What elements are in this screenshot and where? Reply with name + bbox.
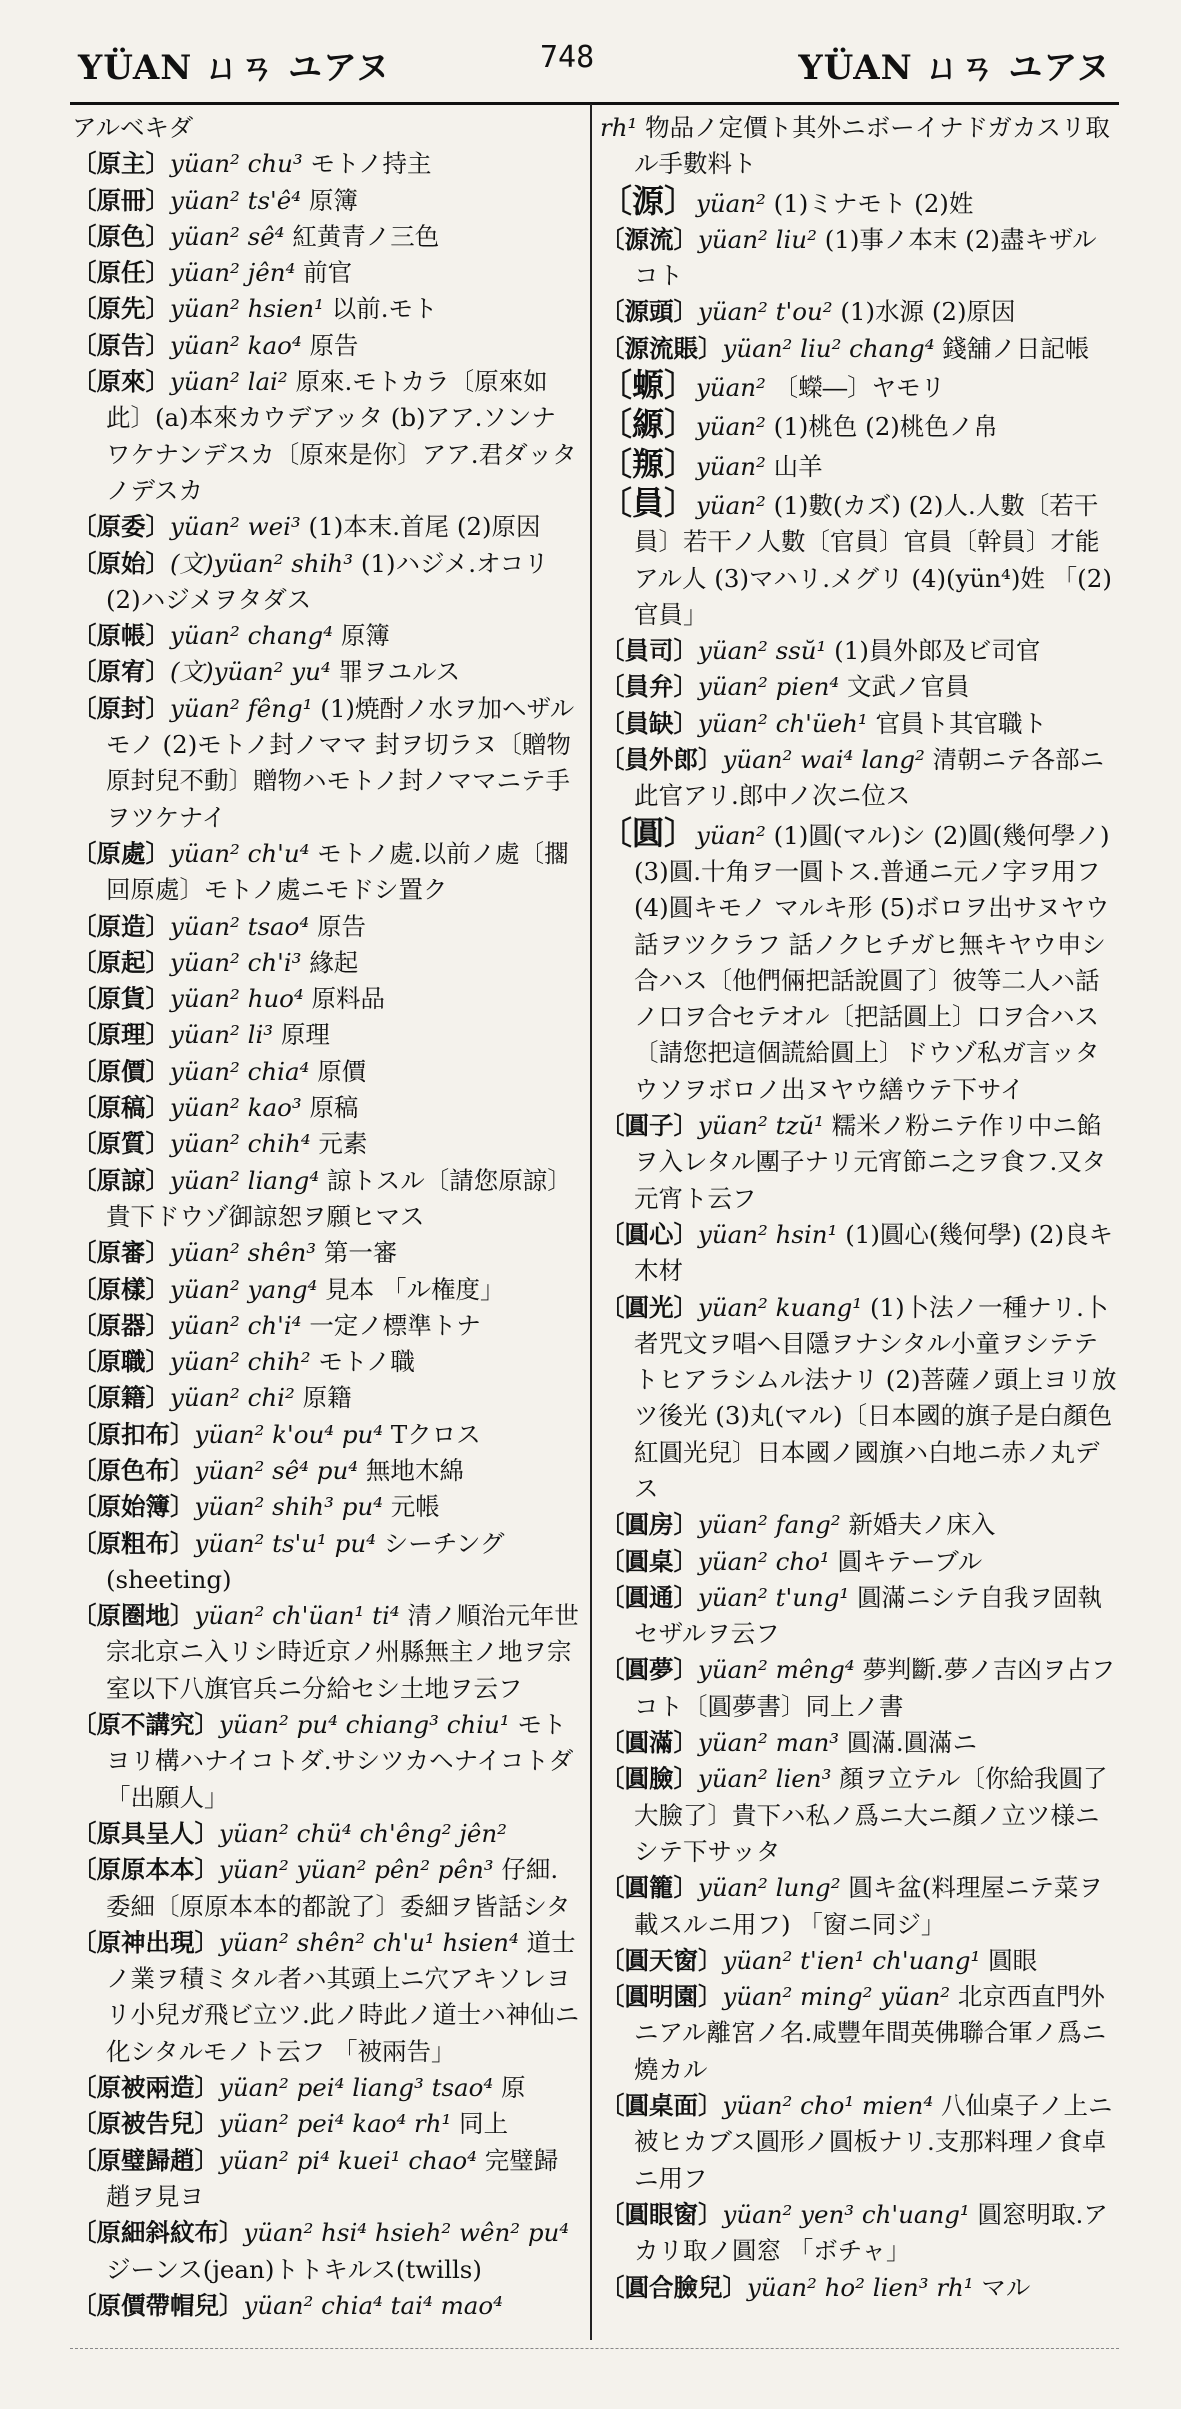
entry-definition: 同上 <box>459 2109 509 2139</box>
dictionary-entry <box>72 2143 580 2216</box>
dictionary-entry <box>72 1380 580 1416</box>
dictionary-entry <box>72 1017 580 1053</box>
dictionary-entry <box>72 1852 580 1925</box>
entry-headword: 〔原器〕 <box>72 1310 170 1340</box>
entry-romanization: yüan² sê⁴ pu⁴ <box>194 1455 359 1485</box>
entry-definition: 原料品 <box>311 984 386 1014</box>
entry-headword: 〔原起〕 <box>72 947 170 977</box>
entry-headword: 〔圓房〕 <box>600 1510 698 1540</box>
entry-definition: 完璧歸趙ヲ見ヨ <box>106 2145 559 2211</box>
dictionary-entry <box>600 1290 1120 1508</box>
entry-romanization: yüan² t'ien¹ ch'uang¹ <box>722 1945 981 1975</box>
entry-romanization: yüan² t'ou² <box>698 297 833 327</box>
dictionary-entry <box>600 1761 1120 1870</box>
dictionary-entry <box>600 669 1120 705</box>
entry-headword: 〔原色〕 <box>72 221 170 251</box>
entry-romanization: yüan² <box>696 490 766 520</box>
entry-headword: 〔原冊〕 <box>72 185 170 215</box>
entry-romanization: yüan² kao⁴ <box>170 330 302 360</box>
entry-headword: 〔原被兩造〕 <box>72 2073 219 2103</box>
entry-headword: 〔圓夢〕 <box>600 1655 698 1685</box>
entry-romanization: yüan² ming² yüan² <box>722 1982 951 2012</box>
entry-headword: 〔原璧歸趙〕 <box>72 2145 219 2175</box>
entry-definition: シーチング (sheeting) <box>106 1528 505 1594</box>
entry-headword: 〔原具呈人〕 <box>72 1818 219 1848</box>
entry-romanization: yüan² <box>696 373 766 403</box>
entry-definition: (1)桃色 (2)桃色ノ帛 <box>773 412 998 442</box>
dictionary-entry <box>600 1652 1120 1725</box>
dictionary-entry <box>72 1489 580 1525</box>
entry-definition: 圓キテーブル <box>837 1546 983 1576</box>
entry-definition: 錢舖ノ日記帳 <box>942 333 1090 363</box>
entry-definition: 圓滿.圓滿ニ <box>846 1728 978 1758</box>
entry-definition: 物品ノ定價ト其外ニボーイナドガカスリ取ル手數料ト <box>634 113 1110 179</box>
entry-romanization: yüan² t'ung¹ <box>698 1582 850 1612</box>
entry-definition: 〔蠑―〕ヤモリ <box>773 373 946 403</box>
entry-definition: (1)ハジメ.オコリ (2)ハジメヲタダス <box>106 548 549 614</box>
entry-romanization: yüan² hsin¹ <box>698 1219 838 1249</box>
entry-headword: 〔源〕 <box>600 181 697 220</box>
right-column <box>600 110 1120 2306</box>
entry-romanization: yüan² kuang¹ <box>698 1292 863 1322</box>
header-rule <box>70 102 1119 105</box>
entry-headword: 〔圓桌面〕 <box>600 2091 723 2121</box>
entry-headword: 〔圓臉〕 <box>600 1764 698 1794</box>
entry-headword: 〔圓合臉兒〕 <box>600 2272 747 2302</box>
entry-romanization: yüan² chang⁴ <box>170 621 334 651</box>
dictionary-entry <box>72 328 580 364</box>
entry-romanization: yüan² pien⁴ <box>698 672 840 702</box>
entry-romanization: yüan² shih³ pu⁴ <box>194 1492 383 1522</box>
entry-romanization: yüan² liang⁴ <box>170 1165 320 1195</box>
entry-definition: 見本 「ル権度」 <box>325 1274 505 1304</box>
entry-definition: 緣起 <box>309 947 359 977</box>
entry-headword: 〔原貨〕 <box>72 984 170 1014</box>
entry-romanization: yüan² cho¹ mien⁴ <box>722 2091 934 2121</box>
entry-headword: 〔圓子〕 <box>600 1111 698 1141</box>
dictionary-entry <box>72 110 580 146</box>
dictionary-entry <box>600 367 1120 406</box>
entry-headword: 〔源頭〕 <box>600 297 698 327</box>
entry-headword: 〔圓籠〕 <box>600 1873 698 1903</box>
dictionary-entry <box>72 1054 580 1090</box>
entry-romanization: yüan² shên³ <box>170 1238 317 1268</box>
dictionary-entry <box>72 945 580 981</box>
entry-definition: (1)本末.首尾 (2)原因 <box>308 512 541 542</box>
dictionary-entry <box>72 618 580 654</box>
entry-headword: 〔圓桌〕 <box>600 1546 698 1576</box>
entry-romanization: yüan² jên⁴ <box>170 258 296 288</box>
entry-definition: 山羊 <box>773 451 823 481</box>
entry-romanization: rh¹ <box>600 113 638 142</box>
entry-headword: 〔原審〕 <box>72 1238 170 1268</box>
entry-definition: 道士ノ業ヲ積ミタル者ハ其頭上ニ穴アキソレヨリ小兒ガ飛ビ立ツ.此ノ時此ノ道士ハ神仙ニ化シタルモノト云フ 「被兩告」 <box>106 1927 580 2066</box>
dictionary-entry <box>72 1816 580 1852</box>
entry-definition: (1)員外郎及ビ司官 <box>834 636 1041 666</box>
entry-romanization: yüan² huo⁴ <box>170 984 304 1014</box>
entry-definition: (1)圓(マル)シ (2)圓(幾何學ノ) (3)圓.十角ヲ一圓トス.普通ニ元ノ字ヲ用フ (4)圓キモノ マルキ形 (5)ボロヲ出サヌヤウ話ヲツクラフ 話ノクヒチガヒ無キヤウ申シ合ハス〔他們倆把話說圓了〕彼等二人ハ話ノ口ヲ合セテオル〔把話圓上〕口ヲ合ハス〔請您把這個謊給圓上〕ドウゾ私ガ言ッタウソヲボロノ出ヌヤウ繕ウテ下サイ <box>634 820 1110 1104</box>
entry-romanization: yüan² chu³ <box>170 149 303 179</box>
entry-headword: 〔原職〕 <box>72 1347 170 1377</box>
dictionary-entry <box>72 1126 580 1162</box>
entry-romanization: yüan² chih² <box>170 1347 311 1377</box>
entry-romanization: yüan² pu⁴ chiang³ chiu¹ <box>219 1710 510 1740</box>
entry-romanization: yüan² k'ou⁴ pu⁴ <box>194 1419 384 1449</box>
entry-definition: マル <box>981 2272 1031 2302</box>
entry-definition: 以前.モト <box>331 294 438 324</box>
entry-romanization: yüan² liu² chang⁴ <box>722 333 935 363</box>
entry-definition: 清ノ順治元年世宗北京ニ入リシ時近京ノ州縣無主ノ地ヲ宗室以下八旗官兵ニ分給セシ土地ヲ云フ <box>106 1601 579 1703</box>
dictionary-entry <box>72 1417 580 1453</box>
entry-definition: 第一審 <box>323 1238 398 1268</box>
entry-romanization: yüan² tsao⁴ <box>170 911 310 941</box>
entry-definition: 原 <box>501 2073 526 2103</box>
entry-headword: 〔原樣〕 <box>72 1274 170 1304</box>
entry-romanization: yüan² chia⁴ <box>170 1056 310 1086</box>
entry-headword: 〔原告〕 <box>72 330 170 360</box>
entry-definition: 原簿 <box>308 185 358 215</box>
entry-definition: Tクロス <box>390 1419 481 1449</box>
entry-headword: 〔圓通〕 <box>600 1582 698 1612</box>
dictionary-entry <box>72 691 580 836</box>
dictionary-entry <box>72 1235 580 1271</box>
entry-romanization: yüan² chi² <box>170 1383 295 1413</box>
entry-romanization: yüan² chia⁴ tai⁴ mao⁴ <box>243 2290 503 2320</box>
entry-headword: 〔原神出現〕 <box>72 1927 219 1957</box>
footer-rule <box>70 2348 1119 2349</box>
dictionary-entry <box>600 1870 1120 1943</box>
dictionary-entry <box>72 219 580 255</box>
dictionary-entry <box>600 331 1120 367</box>
entry-headword: 〔原主〕 <box>72 149 170 179</box>
entry-definition: ジーンス(jean)トトキルス(twills) <box>106 2254 482 2284</box>
entry-romanization: yüan² <box>696 188 766 218</box>
dictionary-entry <box>600 1108 1120 1217</box>
entry-romanization: yüan² liu² <box>698 224 817 254</box>
dictionary-entry <box>72 2106 580 2142</box>
entry-romanization: yüan² hsi⁴ hsieh² wên² pu⁴ <box>243 2218 570 2248</box>
entry-headword: 〔圓〕 <box>600 813 697 852</box>
entry-headword: 〔員外郎〕 <box>600 745 723 775</box>
dictionary-entry <box>600 222 1120 295</box>
entry-definition: 官員ト其官職ト <box>875 708 1048 738</box>
dictionary-entry <box>600 1544 1120 1580</box>
entry-definition: 八仙桌子ノ上ニ被ヒカブス圓形ノ圓板ナリ.支那料理ノ食卓ニ用フ <box>634 2091 1113 2193</box>
entry-romanization: yüan² shên² ch'u¹ hsien⁴ <box>219 1927 519 1957</box>
entry-romanization: yüan² ts'u¹ pu⁴ <box>194 1528 376 1558</box>
dictionary-entry <box>72 364 580 509</box>
dictionary-entry <box>72 909 580 945</box>
dictionary-entry <box>600 446 1120 485</box>
entry-romanization: yüan² man³ <box>698 1728 840 1758</box>
entry-romanization: yüan² ssŭ¹ <box>698 636 827 666</box>
entry-definition: (1)事ノ本末 (2)盡キザルコト <box>634 224 1097 291</box>
entry-headword: 〔原被告兒〕 <box>72 2109 219 2139</box>
entry-romanization: yüan² cho¹ <box>698 1546 830 1576</box>
dictionary-entry <box>72 2070 580 2106</box>
entry-headword: 〔原封〕 <box>72 693 170 723</box>
entry-romanization: yüan² yang⁴ <box>170 1274 318 1304</box>
entry-definition: 原籍 <box>302 1383 352 1413</box>
entry-headword: 〔圓眼窗〕 <box>600 2199 723 2229</box>
dictionary-entry <box>600 183 1120 222</box>
dictionary-entry <box>600 485 1120 633</box>
entry-romanization: yüan² ho² lien³ rh¹ <box>747 2272 974 2302</box>
entry-headword: 〔原價〕 <box>72 1056 170 1086</box>
entry-romanization: yüan² yen³ ch'uang¹ <box>722 2199 970 2229</box>
entry-headword: 〔圓滿〕 <box>600 1728 698 1758</box>
dictionary-entry <box>600 110 1120 183</box>
dictionary-entry <box>72 1526 580 1599</box>
dictionary-entry <box>600 2088 1120 2197</box>
entry-definition: 罪ヲユルス <box>338 657 461 687</box>
dictionary-entry <box>600 706 1120 742</box>
entry-romanization: yüan² lung² <box>698 1873 841 1903</box>
entry-headword: 〔原始〕 <box>72 548 170 578</box>
entry-headword: 〔員弁〕 <box>600 672 698 702</box>
entry-definition: (1)ミナモト (2)姓 <box>773 188 974 218</box>
entry-headword: 〔原價帶帽兒〕 <box>72 2290 244 2320</box>
entry-definition: 紅黄青ノ三色 <box>292 221 440 251</box>
entry-headword: 〔原造〕 <box>72 911 170 941</box>
dictionary-entry <box>72 1925 580 2070</box>
dictionary-entry <box>600 2270 1120 2306</box>
dictionary-entry <box>72 291 580 327</box>
entry-romanization: yüan² pi⁴ kuei¹ chao⁴ <box>219 2145 477 2175</box>
entry-definition: (1)水源 (2)原因 <box>840 297 1016 327</box>
column-divider <box>590 104 592 2340</box>
entry-definition: (1)數(カズ) (2)人.人數〔若干員〕若干ノ人數〔官員〕官員〔幹員〕才能アル人 (3)マハリ.メグリ (4)(yün⁴)姓 「(2)官員」 <box>634 490 1112 629</box>
entry-definition: モトノ處.以前ノ處〔擱回原處〕モトノ處ニモドシ置ク <box>106 838 569 905</box>
entry-headword: 〔原處〕 <box>72 838 170 868</box>
entry-romanization: yüan² ch'i³ <box>170 947 302 977</box>
entry-romanization: yüan² fêng¹ <box>170 693 313 723</box>
dictionary-entry <box>72 1453 580 1489</box>
entry-headword: 〔圓明園〕 <box>600 1982 723 2012</box>
entry-headword: 〔原細斜紋布〕 <box>72 2218 244 2248</box>
entry-romanization: yüan² li³ <box>170 1020 274 1050</box>
entry-definition: 顏ヲ立テル〔你給我圓了大臉了〕貴下ハ私ノ爲ニ大ニ顏ノ立ツ様ニシテ下サッタ <box>634 1764 1108 1866</box>
dictionary-entry <box>600 1979 1120 2088</box>
dictionary-entry <box>72 836 580 909</box>
entry-definition: 原簿 <box>340 621 390 651</box>
entry-headword: 〔原質〕 <box>72 1129 170 1159</box>
entry-romanization: yüan² pei⁴ kao⁴ rh¹ <box>219 2109 452 2139</box>
left-column <box>72 110 580 2324</box>
entry-romanization: (文)yüan² yu⁴ <box>170 657 331 687</box>
page-number: 748 <box>540 40 595 75</box>
entry-headword: 〔原色布〕 <box>72 1455 195 1485</box>
dictionary-entry <box>72 1163 580 1236</box>
entry-definition: 圓キ盆(料理屋ニテ菜ヲ載スルニ用フ) 「窗ニ同ジ」 <box>634 1873 1103 1939</box>
entry-headword: 〔原籍〕 <box>72 1383 170 1413</box>
entry-headword: 〔原宥〕 <box>72 657 170 687</box>
entry-headword: 〔原粗布〕 <box>72 1528 195 1558</box>
dictionary-entry <box>600 2197 1120 2270</box>
dictionary-entry <box>72 1707 580 1816</box>
entry-headword: 〔原先〕 <box>72 294 170 324</box>
entry-romanization: yüan² mêng⁴ <box>698 1655 855 1685</box>
entry-headword: 〔原不講究〕 <box>72 1710 219 1740</box>
entry-definition: 一定ノ標準トナ <box>309 1310 481 1340</box>
entry-romanization: yüan² ch'i⁴ <box>170 1310 302 1340</box>
entry-definition: モトノ持主 <box>310 149 432 179</box>
entry-romanization: yüan² fang² <box>698 1510 841 1540</box>
entry-headword: 〔員缺〕 <box>600 708 698 738</box>
entry-romanization: yüan² pei⁴ liang³ tsao⁴ <box>219 2073 494 2103</box>
entry-headword: 〔員司〕 <box>600 636 698 666</box>
entry-definition: 元素 <box>318 1129 368 1159</box>
dictionary-entry <box>600 1580 1120 1653</box>
dictionary-entry <box>72 255 580 291</box>
entry-romanization: yüan² wai⁴ lang² <box>722 745 925 775</box>
entry-romanization: yüan² ch'üeh¹ <box>698 708 868 738</box>
dictionary-entry <box>72 1090 580 1126</box>
entry-headword: 〔圓光〕 <box>600 1292 698 1322</box>
entry-headword: 〔源流〕 <box>600 224 698 254</box>
entry-headword: 〔原稿〕 <box>72 1093 170 1123</box>
page-header <box>60 34 1121 94</box>
entry-definition: 清朝ニテ各部ニ此官アリ.郎中ノ次ニ位ス <box>634 745 1105 811</box>
entry-romanization: yüan² ch'u⁴ <box>170 838 310 868</box>
entry-headword: 〔原帳〕 <box>72 621 170 651</box>
entry-definition: 諒トスル〔請您原諒〕貴下ドウゾ御諒恕ヲ願ヒマス <box>106 1165 572 1231</box>
entry-romanization: yüan² lai² <box>170 367 288 397</box>
entry-definition: 原稿 <box>309 1093 359 1123</box>
entry-definition: 圓窓明取.アカリ取ノ圓窓 「ボチャ」 <box>634 2199 1108 2266</box>
entry-definition: モトノ職 <box>318 1347 415 1377</box>
entry-romanization: yüan² wei³ <box>170 512 301 542</box>
header-left-guideword: YÜAN ㄩㄢ ユアヌ <box>78 48 391 88</box>
entry-headword: 〔源流賬〕 <box>600 333 723 363</box>
entry-romanization: yüan² <box>696 820 766 850</box>
entry-headword: 〔圓心〕 <box>600 1219 698 1249</box>
entry-headword: 〔螈〕 <box>600 366 697 405</box>
entry-headword: 〔員〕 <box>600 483 697 522</box>
dictionary-entry <box>72 546 580 619</box>
entry-headword: 〔原始簿〕 <box>72 1492 195 1522</box>
entry-romanization: yüan² yüan² pên² pên³ <box>219 1855 494 1885</box>
dictionary-entry <box>72 1598 580 1707</box>
entry-definition: 原理 <box>280 1020 330 1050</box>
dictionary-entry <box>72 2288 580 2324</box>
entry-definition: 元帳 <box>390 1492 440 1522</box>
entry-definition: 北京西直門外ニアル離宮ノ名.咸豐年間英佛聯合軍ノ爲ニ燒カル <box>634 1982 1107 2084</box>
entry-definition: 原價 <box>317 1056 367 1086</box>
entry-headword: 〔羱〕 <box>600 444 697 483</box>
entry-definition: (1)卜法ノ一種ナリ.卜者咒文ヲ唱ヘ目隱ヲナシタル小童ヲシテテトヒアラシムル法ナリ (2)菩薩ノ頭上ヨリ放ツ後光 (3)丸(マル)〔日本國的旗子是白顏色紅圓光兒〕日本國ノ國旗ハ白地ニ赤ノ丸デス <box>634 1292 1117 1503</box>
entry-definition: 仔細.委細〔原原本本的都說了〕委細ヲ皆話シタ <box>106 1855 571 1921</box>
dictionary-entry <box>72 981 580 1017</box>
entry-romanization: yüan² ts'ê⁴ <box>170 185 302 215</box>
dictionary-entry <box>600 294 1120 330</box>
dictionary-entry <box>600 1943 1120 1979</box>
entry-headword: 〔原圏地〕 <box>72 1601 195 1631</box>
dictionary-entry <box>600 1725 1120 1761</box>
dictionary-entry <box>600 815 1120 1108</box>
entry-headword: 〔原來〕 <box>72 367 170 397</box>
dictionary-entry <box>72 1272 580 1308</box>
entry-romanization: yüan² hsien¹ <box>170 294 324 324</box>
dictionary-entry <box>72 2215 580 2288</box>
dictionary-entry <box>72 146 580 182</box>
entry-definition: 糯米ノ粉ニテ作リ中ニ餡ヲ入レタル團子ナリ元宵節ニ之ヲ食フ.又タ元宵ト云フ <box>634 1111 1107 1213</box>
dictionary-entry <box>72 1308 580 1344</box>
entry-headword: 〔縓〕 <box>600 405 697 444</box>
dictionary-entry <box>600 633 1120 669</box>
entry-definition: (1)焼酎ノ水ヲ加ヘザルモノ (2)モトノ封ノママ 封ヲ切ラヌ〔贈物原封兒不動〕贈物ハモトノ封ノママニテ手ヲツケナイ <box>106 693 575 832</box>
entry-romanization: yüan² <box>696 451 766 481</box>
entry-romanization: (文)yüan² shih³ <box>170 548 354 578</box>
entry-definition: 原告 <box>317 911 367 941</box>
entry-headword: 〔圓天窗〕 <box>600 1945 723 1975</box>
entry-headword: 〔原任〕 <box>72 258 170 288</box>
dictionary-entry <box>72 1344 580 1380</box>
dictionary-entry <box>600 742 1120 815</box>
entry-definition: (1)圓心(幾何學) (2)良キ木材 <box>634 1219 1114 1286</box>
entry-definition: 圓滿ニシテ自我ヲ固執セザルヲ云フ <box>634 1582 1103 1649</box>
entry-romanization: yüan² lien³ <box>698 1764 832 1794</box>
entry-definition: 無地木綿 <box>365 1455 464 1485</box>
entry-definition: 文武ノ官員 <box>847 672 970 702</box>
entry-romanization: yüan² tzŭ¹ <box>698 1111 824 1141</box>
header-right-guideword: YÜAN ㄩㄢ ユアヌ <box>798 48 1111 88</box>
entry-headword: 〔原理〕 <box>72 1020 170 1050</box>
entry-romanization: yüan² chü⁴ ch'êng² jên² <box>219 1818 508 1848</box>
entry-romanization: yüan² kao³ <box>170 1093 302 1123</box>
dictionary-entry <box>72 509 580 545</box>
dictionary-entry <box>72 183 580 219</box>
entry-romanization: yüan² sê⁴ <box>170 221 285 251</box>
entry-headword: 〔原扣布〕 <box>72 1419 195 1449</box>
entry-definition: 原告 <box>309 330 359 360</box>
dictionary-entry <box>600 1217 1120 1290</box>
entry-headword: 〔原諒〕 <box>72 1165 170 1195</box>
entry-definition: 新婚夫ノ床入 <box>848 1510 996 1540</box>
entry-definition: 前官 <box>303 258 353 288</box>
entry-definition: 原來.モトカラ〔原來如此〕(a)本來カウデアッタ (b)アア.ソンナワケナンデスカ〔原來是你〕アア.君ダッタノデスカ <box>106 367 577 505</box>
entry-headword: 〔原委〕 <box>72 512 170 542</box>
entry-headword: 〔原原本本〕 <box>72 1855 219 1885</box>
entry-romanization: yüan² <box>696 412 766 442</box>
entry-definition: モトヨリ構ハナイコトダ.サシツカヘナイコトダ 「出願人」 <box>106 1710 574 1812</box>
entry-romanization: yüan² chih⁴ <box>170 1129 311 1159</box>
entry-definition: 夢判斷.夢ノ吉凶ヲ占フコト〔圓夢書〕同上ノ書 <box>634 1655 1116 1721</box>
entry-definition: アルベキダ <box>72 113 194 142</box>
dictionary-entry <box>72 654 580 690</box>
entry-definition: 圓眼 <box>988 1945 1038 1975</box>
dictionary-entry <box>600 1507 1120 1543</box>
dictionary-entry <box>600 406 1120 445</box>
entry-romanization: yüan² ch'üan¹ ti⁴ <box>194 1601 400 1631</box>
